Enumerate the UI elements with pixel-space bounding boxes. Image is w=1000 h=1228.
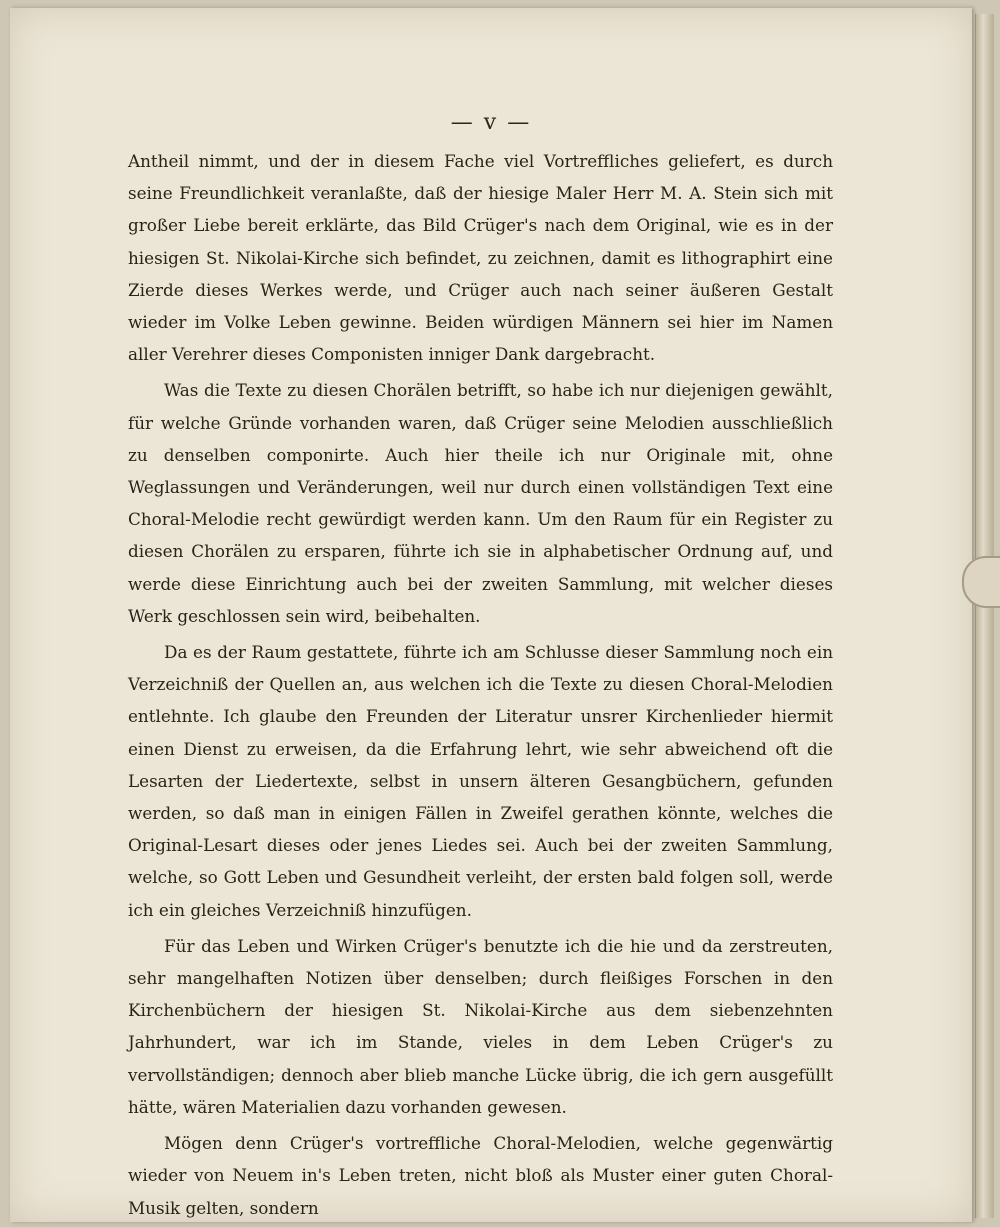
book-page: [10, 8, 972, 1222]
body-text: [128, 145, 833, 1228]
paragraph-1: Antheil nimmt, und der in diesem Fache viel Vortreffliches geliefert, es durch seine Freundlichkeit veranlaßte, daß der hiesige Maler Herr M. A. Stein sich mit großer Liebe bereit erklärte, das Bild Crüger's nach dem Original, wie es in der hiesigen St. Nikolai-Kirche sich befindet, zu zeichnen, damit es lithographirt eine Zierde dieses Werkes werde, und Crüger auch nach seiner äußeren Gestalt wieder im Volke Leben gewinne. Beiden würdigen Männern sei hier im Namen aller Verehrer dieses Componisten inniger Dank dargebracht.: [128, 151, 833, 365]
page-tab-mark: [962, 556, 1000, 608]
paragraph-2: Was die Texte zu diesen Chorälen betrifft, so habe ich nur diejenigen gewählt, für welche Gründe vorhanden waren, daß Crüger seine Melodien ausschließlich zu denselben componirte. Auch hier theile ich nur Originale mit, ohne Weglassungen und Veränderungen, weil nur durch einen vollständigen Text eine Choral-Melodie recht gewürdigt werden kann. Um den Raum für ein Register zu diesen Chorälen zu ersparen, führte ich sie in alphabetischer Ordnung auf, und werde diese Einrichtung auch bei der zweiten Sammlung, mit welcher dieses Werk geschlossen sein wird, beibehalten.: [128, 380, 833, 626]
page-stack-edge: [975, 14, 994, 1218]
paragraph-3: Da es der Raum gestattete, führte ich am Schlusse dieser Sammlung noch ein Verzeichniß der Quellen an, aus welchen ich die Texte zu diesen Choral-Melodien entlehnte. Ich glaube den Freunden der Literatur unsrer Kirchenlieder hiermit einen Dienst zu erweisen, da die Erfahrung lehrt, wie sehr abweichend oft die Lesarten der Liedertexte, selbst in unsern älteren Gesangbüchern, gefunden werden, so daß man in einigen Fällen in Zweifel gerathen könnte, welches die Original-Lesart dieses oder jenes Liedes sei. Auch bei der zweiten Sammlung, welche, so Gott Leben und Gesundheit verleiht, der ersten bald folgen soll, werde ich ein gleiches Verzeichniß hinzufügen.: [128, 642, 833, 920]
paragraph-5: Mögen denn Crüger's vortreffliche Choral-Melodien, welche gegenwärtig wieder von Neuem in's Leben treten, nicht bloß als Muster einer guten Choral-Musik gelten, sondern: [128, 1133, 833, 1218]
paragraph-4: Für das Leben und Wirken Crüger's benutzte ich die hie und da zerstreuten, sehr mangelhaften Notizen über denselben; durch fleißiges Forschen in den Kirchenbüchern der hiesigen St. Nikolai-Kirche aus dem siebenzehnten Jahrhundert, war ich im Stande, vieles in dem Leben Crüger's zu vervollständigen; dennoch aber blieb manche Lücke übrig, die ich gern ausgefüllt hätte, wären Materialien dazu vorhanden gewesen.: [128, 935, 833, 1117]
page-number: — v —: [450, 110, 532, 135]
